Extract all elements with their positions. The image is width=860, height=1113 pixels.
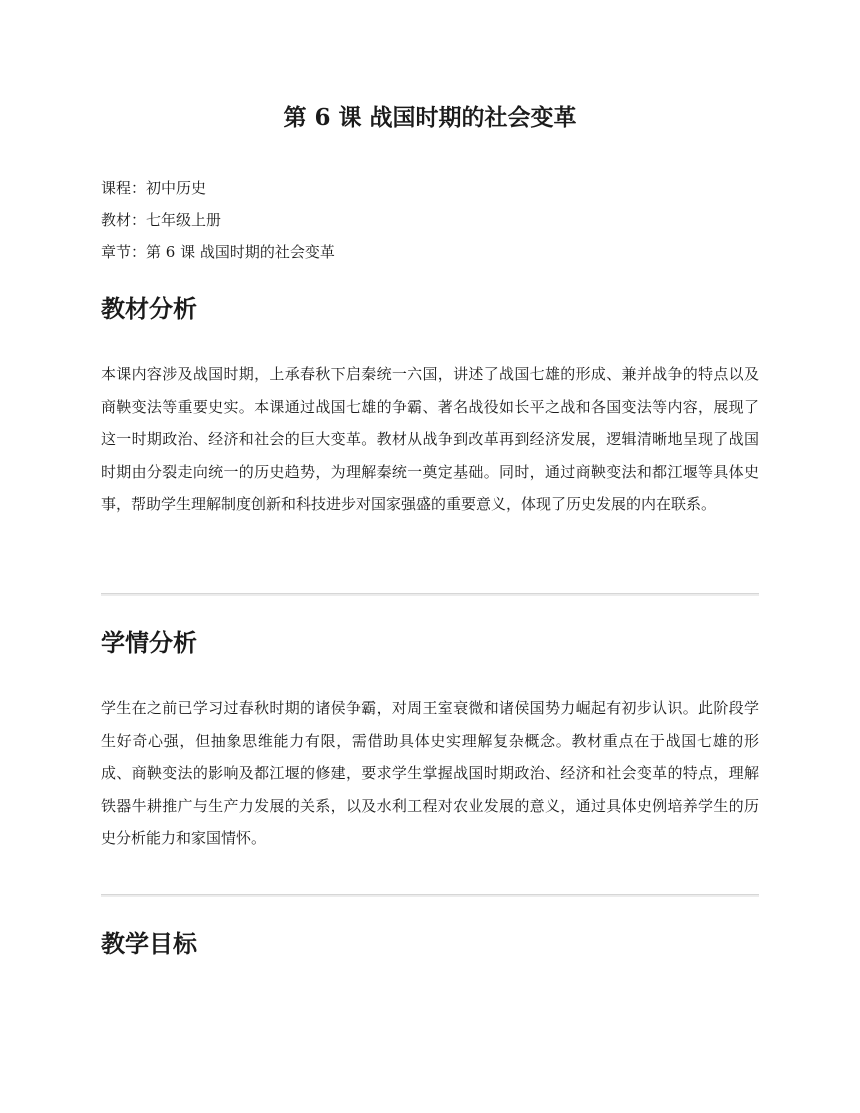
section-body-textbook-analysis: 本课内容涉及战国时期，上承春秋下启秦统一六国，讲述了战国七雄的形成、兼并战争的特点以及商鞅变法等重要史实。本课通过战国七雄的争霸、著名战役如长平之战和各国变法等内容，展现了这一时期政治、经济和社会的巨大变革。教材从战争到改革再到经济发展，逻辑清晰地呈现了战国时期由分裂走向统一的历史趋势，为理解秦统一奠定基础。同时，通过商鞅变法和都江堰等具体史事，帮助学生理解制度创新和科技进步对国家强盛的重要意义，体现了历史发展的内在联系。 bbox=[101, 365, 759, 513]
document-meta bbox=[101, 172, 759, 268]
meta-course: 课程：初中历史 bbox=[101, 179, 207, 197]
section-body-student-analysis: 学生在之前已学习过春秋时期的诸侯争霸，对周王室衰微和诸侯国势力崛起有初步认识。此阶段学生好奇心强，但抽象思维能力有限，需借助具体史实理解复杂概念。教材重点在于战国七雄的形成、商鞅变法的影响及都江堰的修建，要求学生掌握战国时期政治、经济和社会变革的特点，理解铁器牛耕推广与生产力发展的关系，以及水利工程对农业发展的意义，通过具体史例培养学生的历史分析能力和家国情怀。 bbox=[101, 699, 759, 847]
section-heading-textbook-analysis: 教材分析 bbox=[101, 295, 197, 323]
section-divider bbox=[101, 894, 759, 897]
meta-chapter: 章节：第 6 课 战国时期的社会变革 bbox=[101, 243, 335, 261]
section-divider bbox=[101, 593, 759, 596]
meta-textbook: 教材：七年级上册 bbox=[101, 211, 222, 229]
section-heading-student-analysis: 学情分析 bbox=[101, 629, 197, 657]
section-heading-teaching-objectives: 教学目标 bbox=[101, 930, 197, 958]
document-title: 第 6 课 战国时期的社会变革 bbox=[283, 104, 577, 131]
